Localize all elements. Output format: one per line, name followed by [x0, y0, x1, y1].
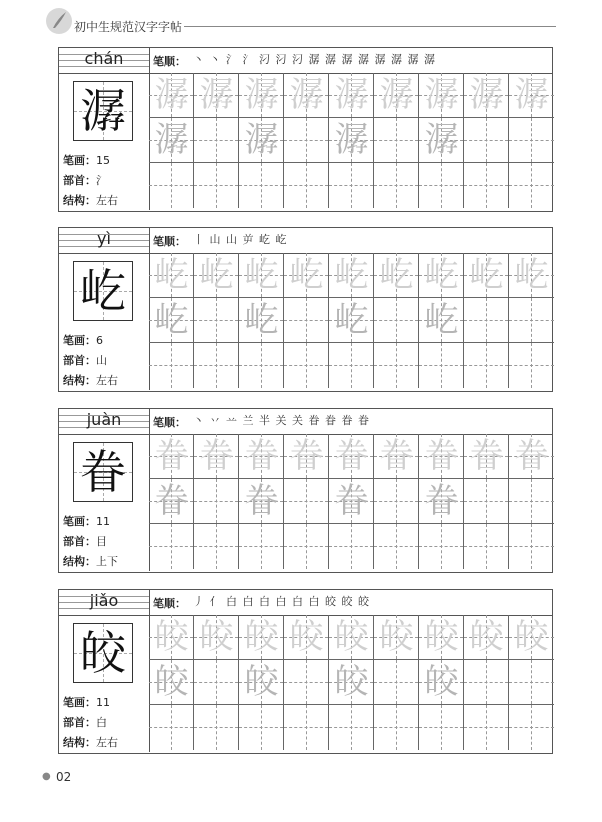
radical: 氵: [96, 174, 107, 187]
writing-cell[interactable]: [149, 163, 194, 208]
writing-cell[interactable]: [419, 73, 464, 118]
writing-cell[interactable]: [329, 660, 374, 705]
stroke-order-sequence: 丨 山 山 屰 屹 屹: [193, 233, 288, 246]
trace-char: 皎: [244, 662, 279, 702]
footer-dot-icon: ●: [42, 771, 51, 782]
writing-cell[interactable]: [284, 73, 329, 118]
stroke-order-label: 笔顺：: [153, 416, 186, 429]
trace-char: 屹: [469, 255, 504, 295]
writing-cell[interactable]: [284, 479, 329, 524]
writing-cell[interactable]: [329, 479, 374, 524]
radical: 白: [96, 716, 107, 729]
trace-char: 皎: [154, 617, 189, 657]
writing-cell[interactable]: [194, 253, 239, 298]
structure-info: 结构：上下: [63, 555, 118, 568]
writing-cell[interactable]: [329, 343, 374, 388]
stroke-order-row: [149, 590, 552, 616]
stroke-count-info: 笔画：11: [63, 696, 110, 709]
trace-char: 潺: [334, 75, 369, 115]
writing-cell[interactable]: [149, 298, 194, 343]
writing-cell[interactable]: [194, 705, 239, 750]
pinyin: yì: [97, 229, 111, 248]
pinyin-box: [59, 590, 149, 616]
writing-cell[interactable]: [419, 298, 464, 343]
structure: 左右: [96, 374, 118, 387]
writing-cell[interactable]: [194, 524, 239, 569]
writing-cell[interactable]: [239, 479, 284, 524]
char-info-panel: [59, 48, 150, 210]
stroke-order-label: 笔顺：: [153, 55, 186, 68]
trace-char: 眷: [244, 436, 279, 476]
writing-cell[interactable]: [374, 253, 419, 298]
writing-cell[interactable]: [284, 524, 329, 569]
writing-cell[interactable]: [284, 118, 329, 163]
writing-cell[interactable]: [419, 434, 464, 479]
trace-char: 眷: [154, 481, 189, 521]
trace-char: 皎: [334, 617, 369, 657]
trace-char: 屹: [154, 255, 189, 295]
writing-cell[interactable]: [374, 615, 419, 660]
trace-char: 屹: [199, 255, 234, 295]
header-rule: [184, 26, 556, 27]
writing-cell[interactable]: [194, 118, 239, 163]
writing-cell[interactable]: [374, 73, 419, 118]
writing-cell[interactable]: [509, 253, 554, 298]
writing-cell[interactable]: [329, 253, 374, 298]
writing-cell[interactable]: [149, 118, 194, 163]
trace-char: 潺: [154, 75, 189, 115]
writing-cell[interactable]: [239, 660, 284, 705]
writing-cell[interactable]: [509, 298, 554, 343]
structure-info: 结构：左右: [63, 194, 118, 207]
trace-char: 眷: [199, 436, 234, 476]
writing-cell[interactable]: [194, 660, 239, 705]
writing-cell[interactable]: [149, 705, 194, 750]
radical-info: 部首：氵: [63, 174, 107, 187]
writing-cell[interactable]: [329, 118, 374, 163]
writing-cell[interactable]: [149, 73, 194, 118]
writing-cell[interactable]: [464, 73, 509, 118]
trace-char: 潺: [424, 75, 459, 115]
writing-cell[interactable]: [419, 615, 464, 660]
header-title: 初中生规范汉字字帖: [74, 20, 183, 34]
stroke-count: 15: [96, 154, 110, 167]
trace-char: 潺: [199, 75, 234, 115]
writing-cell[interactable]: [239, 343, 284, 388]
stroke-order-row: [149, 228, 552, 254]
structure-info: 结构：左右: [63, 736, 118, 749]
model-char: 眷: [80, 445, 126, 499]
trace-char: 眷: [289, 436, 324, 476]
model-char: 皎: [80, 626, 126, 680]
writing-cell[interactable]: [464, 615, 509, 660]
radical: 山: [96, 354, 107, 367]
model-char-box: [73, 623, 133, 683]
stroke-count-info: 笔画：6: [63, 334, 103, 347]
trace-char: 皎: [199, 617, 234, 657]
stroke-count-info: 笔画：11: [63, 515, 110, 528]
trace-char: 皎: [154, 662, 189, 702]
writing-cell[interactable]: [284, 660, 329, 705]
writing-cell[interactable]: [374, 163, 419, 208]
writing-cell[interactable]: [509, 524, 554, 569]
structure-info: 结构：左右: [63, 374, 118, 387]
writing-cell[interactable]: [149, 343, 194, 388]
trace-char: 潺: [469, 75, 504, 115]
practice-block: [58, 227, 553, 392]
writing-cell[interactable]: [329, 434, 374, 479]
trace-char: 屹: [424, 300, 459, 340]
pinyin: jiǎo: [89, 591, 119, 610]
trace-char: 潺: [154, 120, 189, 160]
char-info-panel: [59, 228, 150, 390]
writing-cell[interactable]: [329, 705, 374, 750]
trace-char: 屹: [334, 255, 369, 295]
stroke-count: 6: [96, 334, 103, 347]
radical-info: 部首：山: [63, 354, 107, 367]
writing-cell[interactable]: [329, 73, 374, 118]
writing-cell[interactable]: [284, 253, 329, 298]
stroke-count: 11: [96, 515, 110, 528]
trace-char: 眷: [154, 436, 189, 476]
trace-char: 潺: [379, 75, 414, 115]
writing-cell[interactable]: [329, 298, 374, 343]
radical-info: 部首：白: [63, 716, 107, 729]
writing-cell[interactable]: [239, 118, 284, 163]
model-char-box: [73, 442, 133, 502]
trace-char: 皎: [334, 662, 369, 702]
writing-cell[interactable]: [194, 434, 239, 479]
writing-cell[interactable]: [464, 253, 509, 298]
writing-cell[interactable]: [374, 298, 419, 343]
trace-char: 眷: [244, 481, 279, 521]
trace-char: 屹: [154, 300, 189, 340]
stroke-order-label: 笔顺：: [153, 597, 186, 610]
writing-cell[interactable]: [464, 660, 509, 705]
page-header: [0, 0, 602, 42]
pinyin: chán: [84, 49, 124, 68]
writing-cell[interactable]: [149, 253, 194, 298]
model-char: 潺: [80, 84, 126, 138]
writing-cell[interactable]: [464, 298, 509, 343]
radical-info: 部首：目: [63, 535, 107, 548]
structure: 左右: [96, 194, 118, 207]
trace-char: 皎: [289, 617, 324, 657]
writing-cell[interactable]: [374, 524, 419, 569]
writing-cell[interactable]: [194, 615, 239, 660]
writing-cell[interactable]: [419, 118, 464, 163]
writing-cell[interactable]: [329, 524, 374, 569]
writing-cell[interactable]: [509, 434, 554, 479]
stroke-order-row: [149, 48, 552, 74]
practice-block: [58, 408, 553, 573]
trace-char: 屹: [244, 255, 279, 295]
page-number: 02: [56, 770, 72, 784]
writing-cell[interactable]: [419, 705, 464, 750]
writing-cell[interactable]: [374, 705, 419, 750]
writing-cell[interactable]: [239, 524, 284, 569]
trace-char: 眷: [424, 481, 459, 521]
trace-char: 皎: [244, 617, 279, 657]
writing-cell[interactable]: [419, 660, 464, 705]
trace-char: 潺: [424, 120, 459, 160]
writing-cell[interactable]: [509, 163, 554, 208]
writing-cell[interactable]: [194, 73, 239, 118]
trace-char: 屹: [379, 255, 414, 295]
trace-char: 皎: [424, 617, 459, 657]
writing-cell[interactable]: [149, 615, 194, 660]
trace-char: 眷: [379, 436, 414, 476]
writing-cell[interactable]: [284, 298, 329, 343]
trace-char: 皎: [514, 617, 549, 657]
trace-char: 潺: [514, 75, 549, 115]
pinyin-box: [59, 228, 149, 254]
trace-char: 潺: [289, 75, 324, 115]
writing-cell[interactable]: [509, 118, 554, 163]
writing-cell[interactable]: [149, 660, 194, 705]
writing-cell[interactable]: [239, 298, 284, 343]
trace-char: 屹: [289, 255, 324, 295]
trace-char: 屹: [334, 300, 369, 340]
writing-cell[interactable]: [464, 163, 509, 208]
practice-block: [58, 47, 553, 212]
writing-cell[interactable]: [419, 343, 464, 388]
writing-cell[interactable]: [419, 253, 464, 298]
writing-cell[interactable]: [194, 298, 239, 343]
stroke-order-label: 笔顺：: [153, 235, 186, 248]
trace-char: 皎: [379, 617, 414, 657]
writing-cell[interactable]: [374, 343, 419, 388]
writing-cell[interactable]: [194, 163, 239, 208]
trace-char: 皎: [469, 617, 504, 657]
stroke-order-sequence: 丶 丶 氵 氵 汈 汈 汈 潺 潺 潺 潺 潺 潺 潺 潺: [193, 53, 436, 66]
practice-block: [58, 589, 553, 754]
stroke-count: 11: [96, 696, 110, 709]
writing-cell[interactable]: [374, 434, 419, 479]
trace-char: 屹: [514, 255, 549, 295]
writing-cell[interactable]: [464, 343, 509, 388]
writing-cell[interactable]: [149, 479, 194, 524]
trace-char: 潺: [244, 120, 279, 160]
writing-cell[interactable]: [419, 524, 464, 569]
stroke-order-sequence: 丶 丷 䒑 兰 半 关 关 眷 眷 眷 眷: [193, 414, 370, 427]
writing-cell[interactable]: [239, 253, 284, 298]
trace-char: 眷: [334, 481, 369, 521]
writing-cell[interactable]: [509, 479, 554, 524]
writing-cell[interactable]: [419, 163, 464, 208]
writing-cell[interactable]: [194, 343, 239, 388]
writing-cell[interactable]: [194, 479, 239, 524]
char-info-panel: [59, 409, 150, 571]
writing-cell[interactable]: [464, 524, 509, 569]
writing-cell[interactable]: [509, 343, 554, 388]
pinyin-box: [59, 409, 149, 435]
writing-cell[interactable]: [509, 615, 554, 660]
writing-cell[interactable]: [239, 705, 284, 750]
writing-cell[interactable]: [464, 434, 509, 479]
writing-cell[interactable]: [284, 434, 329, 479]
trace-char: 皎: [424, 662, 459, 702]
writing-cell[interactable]: [149, 434, 194, 479]
pinyin: juàn: [86, 410, 122, 429]
structure: 上下: [96, 555, 118, 568]
trace-char: 眷: [334, 436, 369, 476]
trace-char: 眷: [514, 436, 549, 476]
writing-cell[interactable]: [374, 118, 419, 163]
trace-char: 屹: [424, 255, 459, 295]
model-char: 屹: [80, 264, 126, 318]
writing-cell[interactable]: [284, 343, 329, 388]
writing-cell[interactable]: [284, 705, 329, 750]
trace-char: 潺: [334, 120, 369, 160]
writing-cell[interactable]: [509, 660, 554, 705]
writing-cell[interactable]: [239, 615, 284, 660]
writing-cell[interactable]: [329, 615, 374, 660]
trace-char: 潺: [244, 75, 279, 115]
trace-char: 眷: [424, 436, 459, 476]
writing-cell[interactable]: [464, 479, 509, 524]
model-char-box: [73, 81, 133, 141]
stroke-count-info: 笔画：15: [63, 154, 110, 167]
writing-cell[interactable]: [464, 705, 509, 750]
writing-cell[interactable]: [284, 163, 329, 208]
stroke-order-sequence: 丿 亻 白 白 白 白 白 白 皎 皎 皎: [193, 595, 370, 608]
brush-feather-icon: [44, 6, 74, 36]
writing-cell[interactable]: [149, 524, 194, 569]
writing-cell[interactable]: [374, 660, 419, 705]
radical: 目: [96, 535, 107, 548]
writing-cell[interactable]: [509, 705, 554, 750]
model-char-box: [73, 261, 133, 321]
writing-cell[interactable]: [419, 479, 464, 524]
writing-cell[interactable]: [239, 163, 284, 208]
char-info-panel: [59, 590, 150, 752]
writing-cell[interactable]: [239, 434, 284, 479]
pinyin-box: [59, 48, 149, 74]
writing-cell[interactable]: [464, 118, 509, 163]
writing-cell[interactable]: [374, 479, 419, 524]
writing-cell[interactable]: [239, 73, 284, 118]
writing-cell[interactable]: [509, 73, 554, 118]
trace-char: 眷: [469, 436, 504, 476]
stroke-order-row: [149, 409, 552, 435]
writing-cell[interactable]: [284, 615, 329, 660]
trace-char: 屹: [244, 300, 279, 340]
structure: 左右: [96, 736, 118, 749]
writing-cell[interactable]: [329, 163, 374, 208]
